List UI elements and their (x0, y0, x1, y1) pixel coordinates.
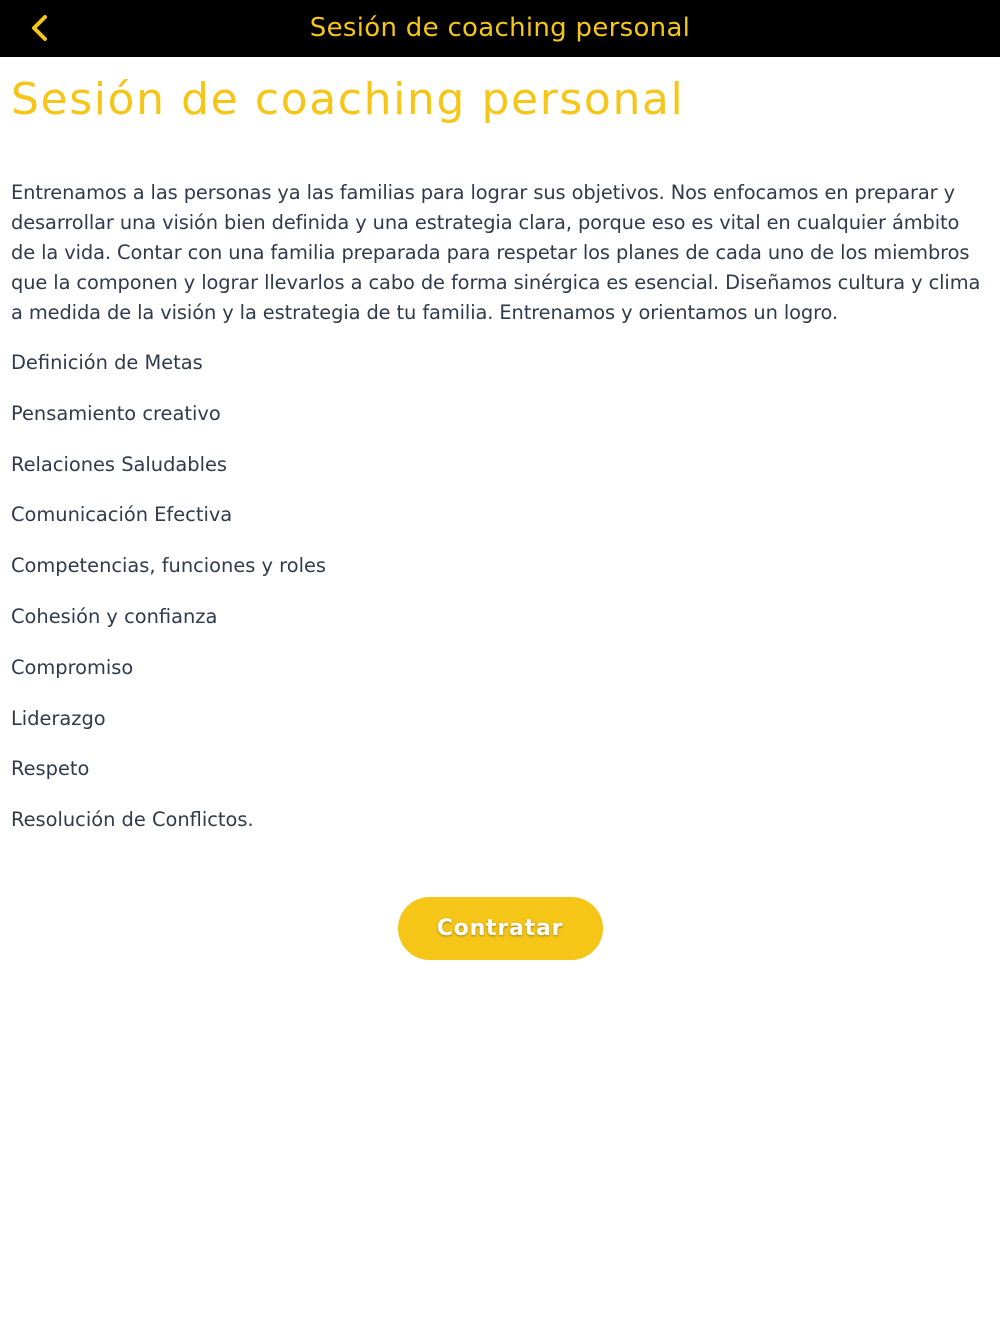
list-item: Respeto (11, 757, 90, 781)
list-item: Comunicación Efectiva (11, 503, 233, 527)
page-title: Sesión de coaching personal (11, 74, 685, 125)
list-item: Competencias, funciones y roles (11, 554, 326, 578)
cta-container (0, 897, 1000, 960)
navigation-bar (0, 0, 1000, 57)
list-item: Relaciones Saludables (11, 452, 227, 476)
list-item: Resolución de Conflictos. (11, 808, 254, 832)
list-item: Definición de Metas (11, 351, 203, 374)
description-text: Entrenamos a las personas ya las familias para lograr sus objetivos. Nos enfocamos en preparar y desarrollar una visión bien definida y una estrategia clara, porque eso es vital en cualquier ámbito de la vida. Contar con una familia preparada para respetar los planes de cada uno de los miembros que la componen y lograr llevarlos a cabo de forma sinérgica es esencial. Diseñamos cultura y clima a medida de la visión y la estrategia de tu familia. Entrenamos y orientamos un logro. (11, 181, 981, 324)
nav-title: Sesión de coaching personal (309, 13, 691, 43)
contratar-button[interactable]: Contratar (398, 897, 603, 960)
main-content (11, 57, 986, 856)
list-item: Pensamiento creativo (11, 401, 221, 425)
topics-list (11, 348, 986, 856)
list-item: Cohesión y confianza (11, 604, 218, 628)
list-item: Compromiso (11, 655, 134, 679)
list-item: Liderazgo (11, 706, 106, 730)
